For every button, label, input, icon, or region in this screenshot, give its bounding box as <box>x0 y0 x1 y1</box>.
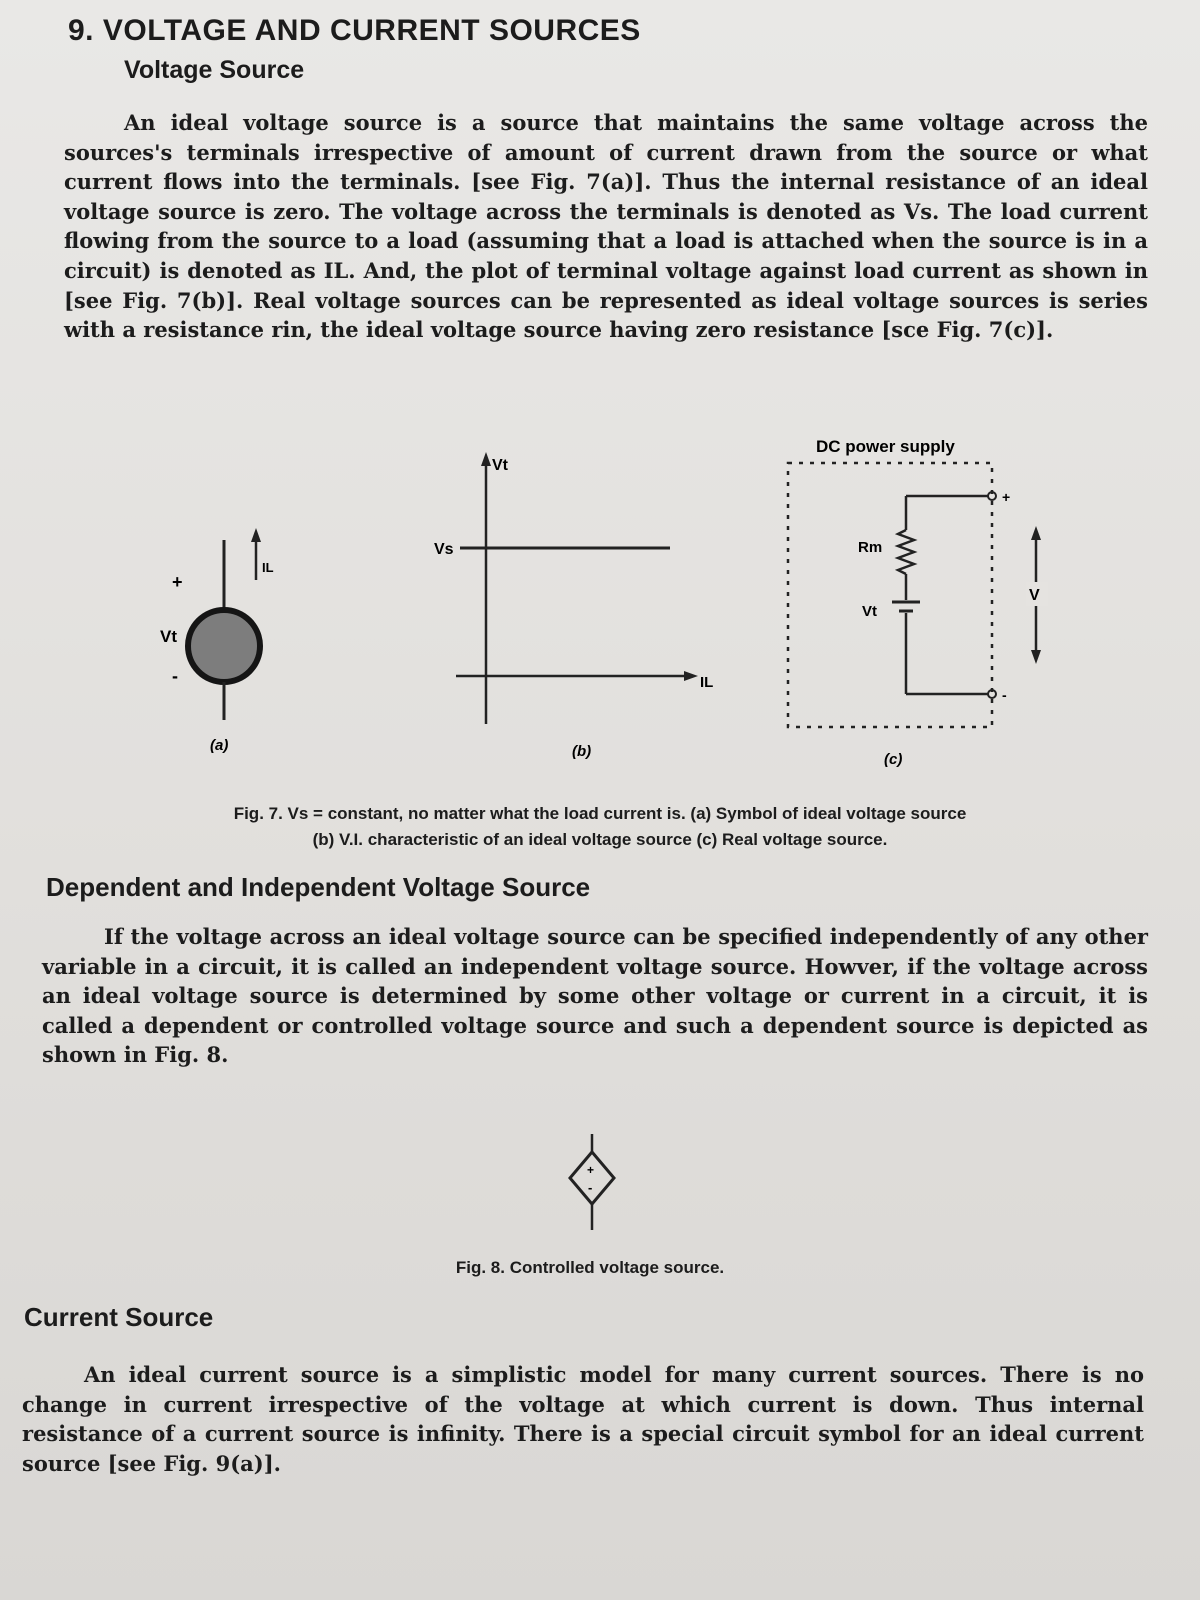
figure-7a-label: (a) <box>210 737 229 754</box>
figure-7c-circuit <box>788 437 1048 727</box>
figure-7b-level-label: Vs <box>434 541 454 558</box>
current-source-paragraph: An ideal current source is a simplistic model for many current sources. There is no change in current irrespective of the voltage at which current is down. Thus internal resistance of a current source is infinity. There is a special circuit symbol for an ideal current source [see Fig. 9(a)]. <box>22 1362 1144 1476</box>
figure-7c-output-label: V <box>1029 587 1040 604</box>
figure-8 <box>550 1130 640 1240</box>
current-source-heading: Current Source <box>24 1302 214 1332</box>
figure-7a-current-label: IL <box>262 560 274 575</box>
figure-7b-label: (b) <box>572 743 592 760</box>
figure-7b-y-axis-label: Vt <box>492 457 508 474</box>
figure-7c-resistor-label: Rm <box>858 539 883 556</box>
figure-8-plus: + <box>587 1163 595 1177</box>
figure-7c-label: (c) <box>884 751 903 768</box>
figure-7b-graph <box>434 452 713 724</box>
figure-7-caption-line1: Fig. 7. Vs = constant, no matter what the load current is. (a) Symbol of ideal voltage source <box>233 804 967 823</box>
figure-7a-minus: - <box>172 666 178 686</box>
figure-7a-plus: + <box>172 572 183 592</box>
figure-7c-plus: + <box>1002 489 1011 505</box>
section-title: 9. VOLTAGE AND CURRENT SOURCES <box>68 14 641 47</box>
figure-7 <box>0 430 1200 770</box>
figure-7b-x-axis-label: IL <box>700 674 714 691</box>
figure-7a-voltage-label: Vt <box>160 627 177 646</box>
dependent-source-heading: Dependent and Independent Voltage Source <box>46 872 591 902</box>
voltage-source-heading: Voltage Source <box>124 56 305 84</box>
figure-7a-source-symbol <box>160 528 274 720</box>
figure-7c-minus: - <box>1002 687 1007 703</box>
figure-8-minus: - <box>588 1180 593 1195</box>
voltage-source-paragraph: An ideal voltage source is a source that maintains the same voltage across the sources's terminals irrespective of amount of current drawn from the source or what current flows into the terminals. [see Fig. 7(a)]. Thus the internal resistance of an ideal voltage source is zero. The voltage across the terminals is denoted as Vs. The load current flowing from the source to a load (assuming that a load is attached when the source is in a circuit) is denoted as IL. And, the plot of terminal voltage against load current as shown in [see Fig. 7(b)]. Real voltage sources can be represented as ideal voltage sources is series with a resistance rin, the ideal voltage source having zero resistance [sce Fig. 7(c)]. <box>64 110 1148 343</box>
figure-8-caption: Fig. 8. Controlled voltage source. <box>455 1258 725 1277</box>
dependent-source-paragraph: If the voltage across an ideal voltage source can be specified independently of any other variable in a circuit, it is called an independent voltage source. Howver, if the voltage across an ideal voltage source is determined by some other voltage or current in a circuit, it is called a dependent or controlled voltage source and such a dependent source is depicted as shown in Fig. 8. <box>42 924 1148 1068</box>
figure-7c-source-label: Vt <box>862 603 877 620</box>
figure-7-caption-line2: (b) V.I. characteristic of an ideal voltage source (c) Real voltage source. <box>312 830 888 849</box>
figure-7c-box-title: DC power supply <box>816 437 955 456</box>
